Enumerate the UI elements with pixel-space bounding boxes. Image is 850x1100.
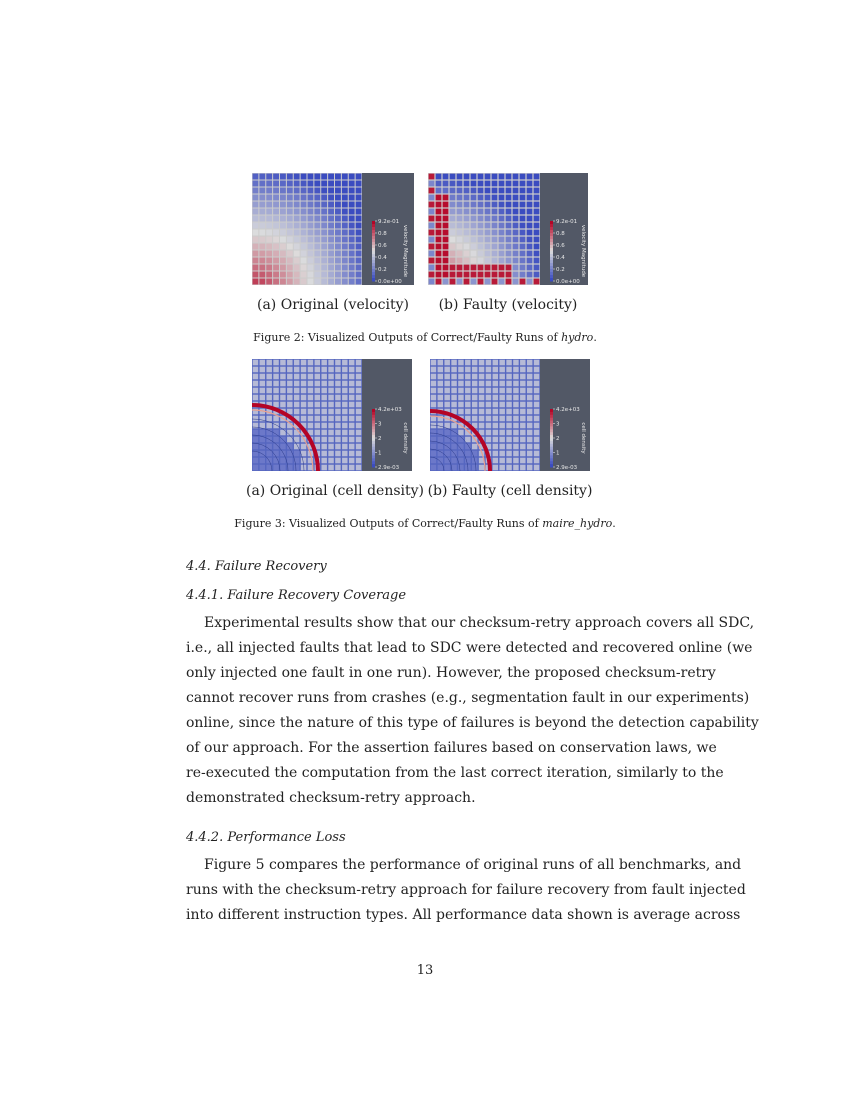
figure2b-colorbar bbox=[550, 219, 586, 285]
figure2-panel-b-caption: (b) Faulty (velocity) bbox=[438, 297, 578, 313]
paragraph-line: of our approach. For the assertion failures based on conservation laws, we bbox=[186, 740, 717, 756]
colorbar-title: velocity Magnitude bbox=[402, 224, 408, 278]
section-4-4-1-heading: 4.4.1. Failure Recovery Coverage bbox=[186, 588, 407, 603]
colorbar-tick-label: 9.2e-01 bbox=[378, 219, 400, 225]
page-number: 13 bbox=[416, 963, 434, 978]
figure3-caption: Figure 3: Visualized Outputs of Correct/Faulty Runs of maire_hydro. bbox=[234, 517, 616, 530]
colorbar-tick-label: 0.6 bbox=[556, 243, 565, 249]
colorbar-tick-label: 0.4 bbox=[378, 255, 387, 261]
colorbar-tick-label: 0.0e+00 bbox=[556, 279, 580, 285]
paragraph-line: demonstrated checksum-retry approach. bbox=[186, 790, 476, 806]
colorbar-tick-label: 2 bbox=[378, 436, 382, 442]
section-4-4-heading: 4.4. Failure Recovery bbox=[186, 559, 327, 574]
figure3b-colorbar bbox=[550, 407, 586, 471]
colorbar-tick-label: 0.4 bbox=[556, 255, 565, 261]
colorbar-tick-label: 9.2e-01 bbox=[556, 219, 578, 225]
figure3-panel-b-image bbox=[430, 359, 590, 471]
section-4-4-1-paragraph bbox=[186, 611, 759, 811]
colorbar-tick-label: 0.2 bbox=[378, 267, 387, 273]
figure2-panel-a-caption: (a) Original (velocity) bbox=[257, 297, 409, 313]
colorbar-tick-label: 2.9e-03 bbox=[378, 465, 400, 471]
paragraph-line: into different instruction types. All performance data shown is average across bbox=[186, 907, 741, 923]
paragraph-line: cannot recover runs from crashes (e.g., segmentation fault in our experiments) bbox=[186, 690, 750, 706]
colorbar-tick-label: 0.6 bbox=[378, 243, 387, 249]
figure2a-colorbar bbox=[372, 219, 408, 285]
colorbar-title: velocity Magnitude bbox=[580, 224, 586, 278]
figure2-panel-a-image bbox=[252, 173, 414, 285]
section-4-4-2-paragraph bbox=[186, 853, 746, 928]
paragraph-line: only injected one fault in one run). However, the proposed checksum-retry bbox=[186, 665, 716, 681]
figure3-panel-b-caption: (b) Faulty (cell density) bbox=[427, 483, 593, 499]
figure3-panel-a-image bbox=[252, 359, 412, 471]
paragraph-line: online, since the nature of this type of failures is beyond the detection capability bbox=[186, 715, 759, 731]
paragraph-line: i.e., all injected faults that lead to SDC were detected and recovered online (we bbox=[186, 640, 753, 656]
colorbar-tick-label: 3 bbox=[556, 421, 560, 428]
paragraph-line: runs with the checksum-retry approach for failure recovery from fault injected bbox=[186, 882, 746, 898]
section-4-4-2-heading: 4.4.2. Performance Loss bbox=[186, 830, 346, 845]
figure3a-colorbar bbox=[372, 407, 408, 471]
paragraph-line: Figure 5 compares the performance of original runs of all benchmarks, and bbox=[204, 857, 742, 873]
colorbar-tick-label: 1 bbox=[378, 450, 382, 457]
colorbar-tick-label: 0.8 bbox=[378, 231, 387, 237]
colorbar-tick-label: 4.2e+03 bbox=[378, 407, 402, 413]
colorbar-tick-label: 0.2 bbox=[556, 267, 565, 273]
colorbar-tick-label: 4.2e+03 bbox=[556, 407, 580, 413]
colorbar-title: cell density bbox=[580, 422, 586, 454]
paragraph-line: re-executed the computation from the last correct iteration, similarly to the bbox=[186, 765, 724, 781]
figure2-panel-b-image bbox=[428, 173, 588, 285]
colorbar-tick-label: 3 bbox=[378, 421, 382, 428]
colorbar-tick-label: 2.9e-03 bbox=[556, 465, 578, 471]
colorbar-title: cell density bbox=[402, 422, 408, 454]
figure2-caption: Figure 2: Visualized Outputs of Correct/Faulty Runs of hydro. bbox=[253, 331, 597, 344]
colorbar-tick-label: 0.0e+00 bbox=[378, 279, 402, 285]
colorbar-tick-label: 1 bbox=[556, 450, 560, 457]
figure3-panel-a-caption: (a) Original (cell density) bbox=[246, 483, 425, 499]
paragraph-line: Experimental results show that our checksum-retry approach covers all SDC, bbox=[204, 615, 755, 631]
colorbar-tick-label: 2 bbox=[556, 436, 560, 442]
colorbar-tick-label: 0.8 bbox=[556, 231, 565, 237]
